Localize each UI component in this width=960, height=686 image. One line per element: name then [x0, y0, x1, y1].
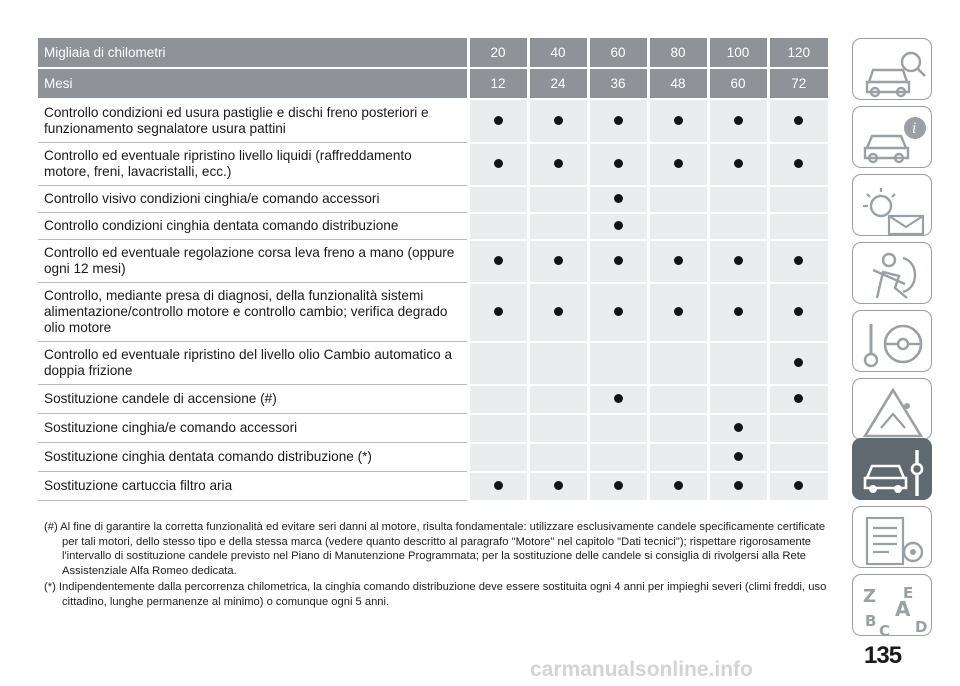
schedule-cell	[708, 240, 768, 283]
header-value: 80	[648, 38, 708, 68]
table-row	[38, 283, 828, 342]
schedule-cell	[528, 99, 588, 143]
scheduled-mark	[734, 481, 743, 490]
table-row	[38, 186, 828, 213]
scheduled-mark	[614, 307, 623, 316]
header-value: 36	[588, 68, 648, 99]
schedule-cell	[648, 443, 708, 472]
svg-text:Z: Z	[863, 586, 877, 607]
table-row	[38, 443, 828, 472]
header-value: 60	[708, 68, 768, 99]
scheduled-mark	[734, 116, 743, 125]
watermark: carmanualsonline.info	[530, 658, 753, 681]
scheduled-mark	[734, 452, 743, 461]
scheduled-mark	[674, 116, 683, 125]
schedule-cell	[768, 414, 828, 443]
alphabetical-index-icon	[859, 580, 927, 636]
schedule-cell	[468, 443, 528, 472]
header-value: 12	[468, 68, 528, 99]
scheduled-mark	[494, 307, 503, 316]
table-row	[38, 99, 828, 143]
page-number: 135	[864, 642, 902, 669]
svg-text:E: E	[903, 584, 914, 602]
header-row	[38, 68, 828, 99]
table-row	[38, 240, 828, 283]
schedule-cell	[648, 472, 708, 501]
operation-label: Controllo visivo condizioni cinghia/e comando accessori	[38, 186, 468, 213]
header-label: Mesi	[38, 68, 468, 99]
schedule-cell	[468, 342, 528, 385]
scheduled-mark	[674, 159, 683, 168]
scheduled-mark	[794, 116, 803, 125]
scheduled-mark	[794, 481, 803, 490]
scheduled-mark	[494, 481, 503, 490]
car-maintenance-icon	[859, 444, 927, 500]
scheduled-mark	[734, 256, 743, 265]
chapter-tab[interactable]	[852, 378, 932, 440]
schedule-cell	[528, 240, 588, 283]
schedule-cell	[588, 414, 648, 443]
scheduled-mark	[614, 159, 623, 168]
schedule-cell	[528, 414, 588, 443]
schedule-cell	[528, 186, 588, 213]
svg-text:B: B	[865, 612, 877, 630]
svg-text:A: A	[895, 597, 911, 621]
header-value: 72	[768, 68, 828, 99]
operation-label: Sostituzione cinghia dentata comando distribuzione (*)	[38, 443, 468, 472]
schedule-cell	[768, 213, 828, 240]
scheduled-mark	[674, 256, 683, 265]
road-emergency-icon	[859, 384, 927, 440]
schedule-cell	[528, 385, 588, 414]
schedule-cell	[528, 213, 588, 240]
table-row	[38, 414, 828, 443]
schedule-cell	[708, 99, 768, 143]
schedule-cell	[648, 414, 708, 443]
schedule-cell	[768, 385, 828, 414]
schedule-cell	[528, 472, 588, 501]
header-value: 40	[528, 38, 588, 68]
footnotes	[44, 520, 834, 611]
schedule-cell	[768, 342, 828, 385]
operation-label: Controllo, mediante presa di diagnosi, della funzionalità sistemi alimentazione/controllo motore e controllo cambio; verifica degrado olio motore	[38, 283, 468, 342]
header-label: Migliaia di chilometri	[38, 38, 468, 68]
schedule-cell	[468, 240, 528, 283]
scheduled-mark	[554, 116, 563, 125]
operation-label: Controllo ed eventuale ripristino livello liquidi (raffreddamento motore, freni, lavacristalli, ecc.)	[38, 143, 468, 186]
schedule-cell	[708, 143, 768, 186]
schedule-cell	[468, 143, 528, 186]
schedule-cell	[648, 186, 708, 213]
schedule-cell	[708, 283, 768, 342]
scheduled-mark	[614, 256, 623, 265]
schedule-cell	[768, 443, 828, 472]
scheduled-mark	[614, 194, 623, 203]
schedule-cell	[468, 213, 528, 240]
header-value: 60	[588, 38, 648, 68]
schedule-cell	[648, 385, 708, 414]
schedule-cell	[648, 283, 708, 342]
chapter-tab[interactable]	[852, 438, 932, 500]
table-row	[38, 213, 828, 240]
scheduled-mark	[494, 159, 503, 168]
schedule-cell	[708, 443, 768, 472]
chapter-tab[interactable]	[852, 242, 932, 304]
operation-label: Controllo condizioni ed usura pastiglie e dischi freno posteriori e funzionamento segnalatore usura pattini	[38, 99, 468, 143]
schedule-cell	[588, 385, 648, 414]
svg-text:D: D	[915, 618, 927, 636]
schedule-cell	[708, 385, 768, 414]
schedule-cell	[588, 186, 648, 213]
header-row	[38, 38, 828, 68]
scheduled-mark	[614, 116, 623, 125]
scheduled-mark	[794, 394, 803, 403]
schedule-cell	[528, 143, 588, 186]
schedule-cell	[468, 283, 528, 342]
schedule-cell	[588, 143, 648, 186]
schedule-cell	[648, 213, 708, 240]
maintenance-schedule	[38, 38, 828, 502]
schedule-cell	[588, 342, 648, 385]
maintenance-table	[38, 38, 828, 502]
scheduled-mark	[734, 159, 743, 168]
schedule-cell	[768, 472, 828, 501]
warning-lights-icon	[859, 180, 927, 236]
schedule-cell	[588, 213, 648, 240]
scheduled-mark	[554, 307, 563, 316]
schedule-cell	[768, 240, 828, 283]
scheduled-mark	[794, 256, 803, 265]
schedule-cell	[588, 283, 648, 342]
schedule-cell	[768, 143, 828, 186]
schedule-cell	[528, 443, 588, 472]
chapter-tab[interactable]	[852, 106, 932, 168]
schedule-cell	[768, 186, 828, 213]
scheduled-mark	[794, 159, 803, 168]
table-row	[38, 472, 828, 501]
operation-label: Controllo ed eventuale regolazione corsa leva freno a mano (oppure ogni 12 mesi)	[38, 240, 468, 283]
schedule-cell	[528, 342, 588, 385]
schedule-cell	[588, 240, 648, 283]
operation-label: Sostituzione candele di accensione (#)	[38, 385, 468, 414]
scheduled-mark	[554, 159, 563, 168]
schedule-cell	[468, 99, 528, 143]
scheduled-mark	[674, 481, 683, 490]
table-row	[38, 385, 828, 414]
schedule-cell	[708, 213, 768, 240]
schedule-cell	[768, 283, 828, 342]
scheduled-mark	[614, 481, 623, 490]
schedule-cell	[648, 342, 708, 385]
chapter-tab[interactable]	[852, 38, 932, 100]
scheduled-mark	[734, 423, 743, 432]
schedule-cell	[708, 414, 768, 443]
schedule-cell	[468, 385, 528, 414]
header-value: 48	[648, 68, 708, 99]
schedule-cell	[468, 186, 528, 213]
schedule-cell	[468, 472, 528, 501]
footnote: (#) Al fine di garantire la corretta funzionalità ed evitare seri danni al motore, risulta fondamentale: utilizzare esclusivamente candele specificamente certificate per tali motori, dello stesso tipo e della stessa marca (vedere quanto descritto al paragrafo "Motore" nel capitolo "Dati tecnici"); rispettare rigorosamente l'intervallo di sostituzione candele previsto nel Piano di Manutenzione Programmata; per la sostituzione delle candele si consiglia di rivolgersi alla Rete Assistenziale Alfa Romeo dedicata.	[44, 521, 826, 577]
schedule-cell	[768, 99, 828, 143]
operation-label: Sostituzione cartuccia filtro aria	[38, 472, 468, 501]
schedule-cell	[468, 414, 528, 443]
technical-data-icon	[859, 512, 927, 568]
steering-wheel-key-icon	[859, 316, 927, 372]
schedule-cell	[588, 472, 648, 501]
table-row	[38, 143, 828, 186]
operation-label: Controllo ed eventuale ripristino del livello olio Cambio automatico a doppia frizione	[38, 342, 468, 385]
car-info-icon	[859, 112, 927, 168]
header-value: 24	[528, 68, 588, 99]
header-value: 100	[708, 38, 768, 68]
chapter-tab[interactable]	[852, 310, 932, 372]
svg-text:C: C	[879, 622, 891, 636]
footnote: (*) Indipendentemente dalla percorrenza chilometrica, la cinghia comando distribuzione deve essere sostituita ogni 4 anni per impieghi severi (climi freddi, uso cittadino, lunghe permanenze al minimo) o comunque ogni 5 anni.	[44, 581, 827, 608]
car-search-icon	[859, 44, 927, 100]
scheduled-mark	[794, 307, 803, 316]
operation-label: Sostituzione cinghia/e comando accessori	[38, 414, 468, 443]
chapter-tab[interactable]	[852, 506, 932, 568]
schedule-cell	[528, 283, 588, 342]
schedule-cell	[588, 99, 648, 143]
airbag-safety-icon	[859, 248, 927, 304]
scheduled-mark	[794, 358, 803, 367]
schedule-cell	[648, 143, 708, 186]
header-value: 120	[768, 38, 828, 68]
svg-text:i: i	[912, 121, 917, 137]
scheduled-mark	[554, 256, 563, 265]
table-row	[38, 342, 828, 385]
scheduled-mark	[674, 307, 683, 316]
schedule-cell	[708, 342, 768, 385]
chapter-tab[interactable]	[852, 174, 932, 236]
scheduled-mark	[734, 307, 743, 316]
chapter-tab[interactable]	[852, 574, 932, 636]
scheduled-mark	[494, 116, 503, 125]
scheduled-mark	[494, 256, 503, 265]
scheduled-mark	[614, 394, 623, 403]
scheduled-mark	[614, 221, 623, 230]
schedule-cell	[588, 443, 648, 472]
scheduled-mark	[554, 481, 563, 490]
schedule-cell	[648, 240, 708, 283]
schedule-cell	[648, 99, 708, 143]
schedule-cell	[708, 472, 768, 501]
operation-label: Controllo condizioni cinghia dentata comando distribuzione	[38, 213, 468, 240]
header-value: 20	[468, 38, 528, 68]
schedule-cell	[708, 186, 768, 213]
